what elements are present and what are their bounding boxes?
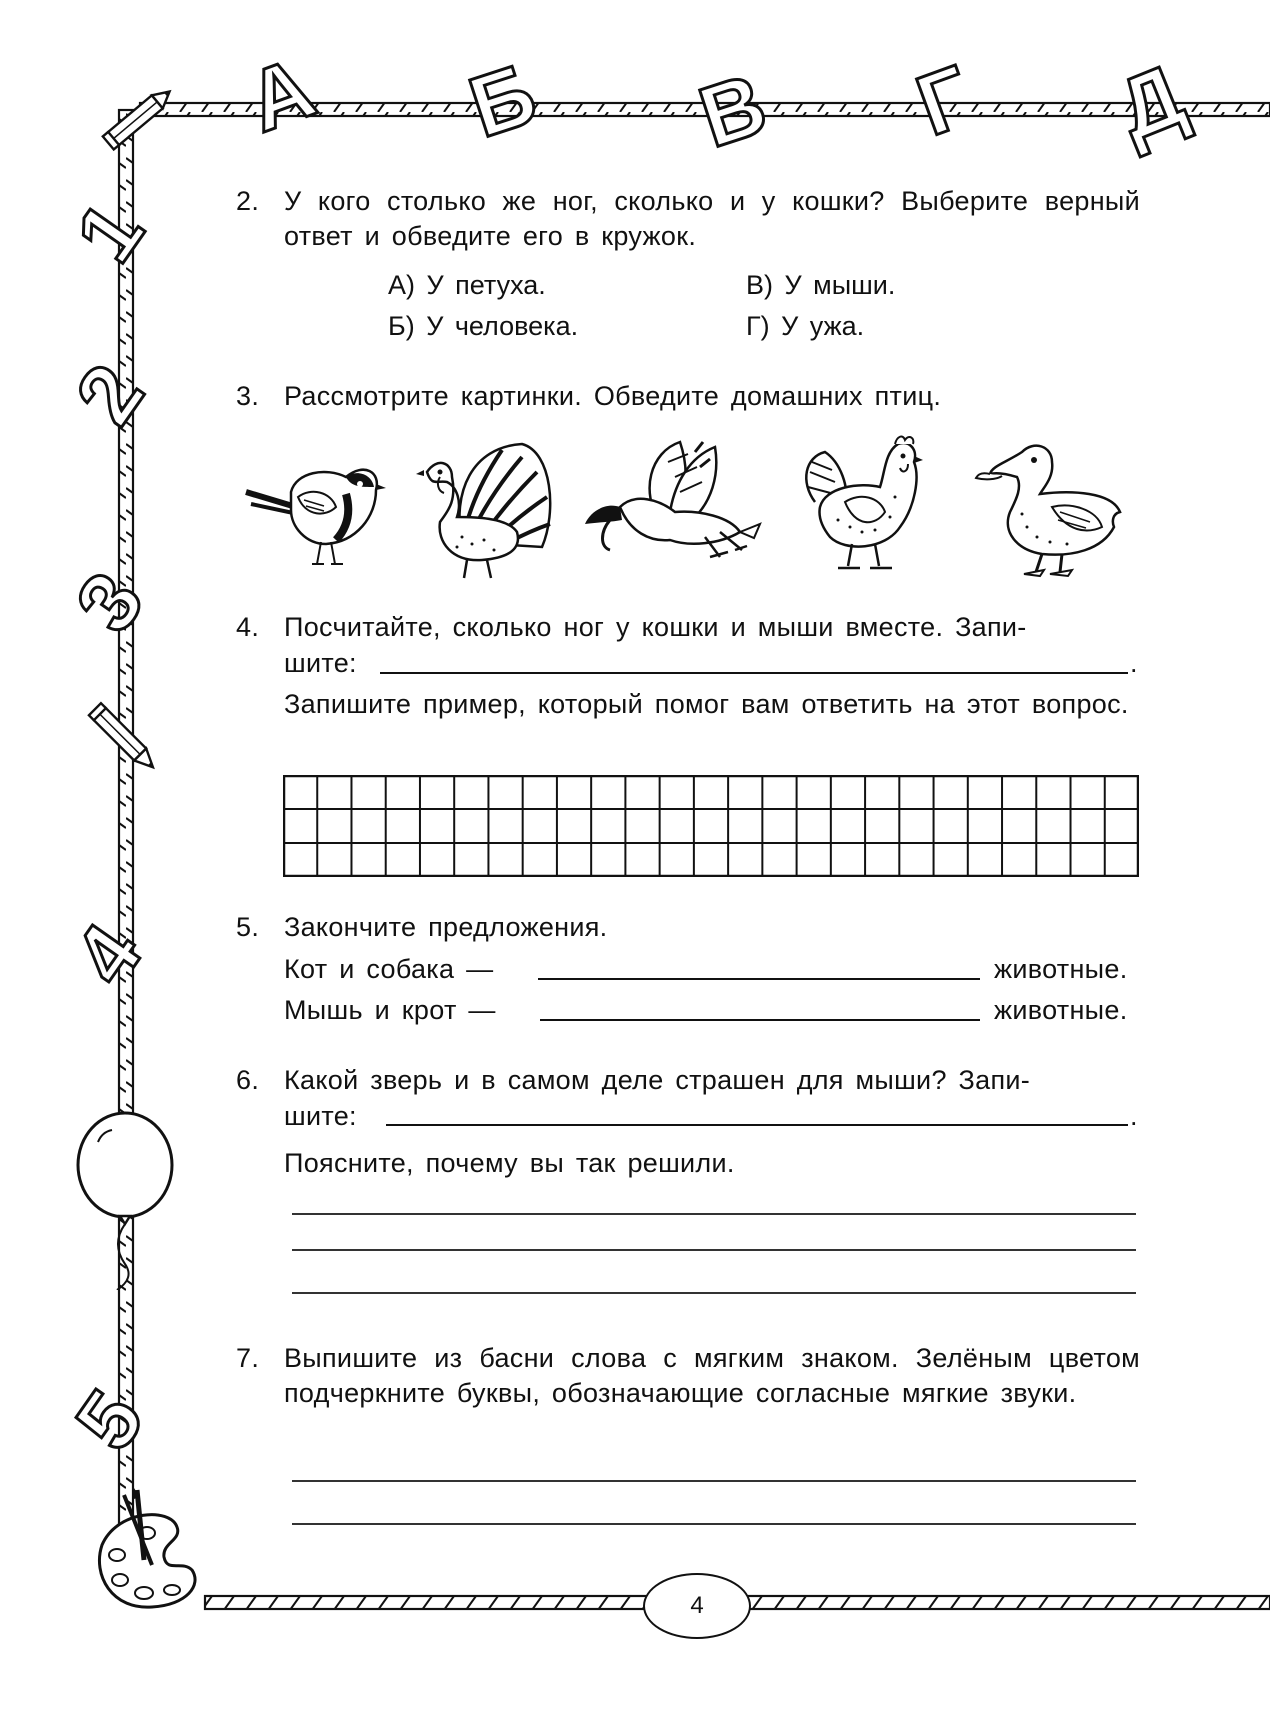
answer-grid[interactable] [283, 775, 1139, 877]
q4-line2-end: . [1130, 648, 1138, 678]
q2-option-a[interactable]: А) У петуха. [388, 270, 546, 300]
q3-number: 3. [236, 381, 260, 411]
letter-v: В [688, 55, 778, 167]
q4-number: 4. [236, 612, 260, 642]
pencil-icon [80, 695, 170, 785]
q4-line2-label: шите: [284, 648, 357, 678]
q5-row2-start: Мышь и крот — [284, 995, 496, 1025]
q5-row1-start: Кот и собака — [284, 954, 494, 984]
q5-row2-field[interactable] [540, 993, 980, 1021]
q7-number: 7. [236, 1343, 260, 1373]
q6-line2-end: . [1130, 1101, 1138, 1131]
q6-answer-line[interactable] [292, 1292, 1136, 1294]
q2-option-v[interactable]: В) У мыши. [746, 270, 896, 300]
q4-line1: Посчитайте, сколько ног у кошки и мыши вместе. Запи- [284, 612, 1027, 642]
q4-answer-field[interactable] [380, 648, 1128, 674]
page-number: 4 [643, 1573, 751, 1639]
palette-icon [82, 1485, 212, 1615]
q7-answer-line[interactable] [292, 1480, 1136, 1482]
q5-text: Закончите предложения. [284, 912, 608, 942]
q2-option-g[interactable]: Г) У ужа. [746, 311, 865, 341]
tit-bird-icon[interactable] [236, 432, 386, 582]
balloon-icon [70, 1110, 180, 1290]
q7-answer-line[interactable] [292, 1523, 1136, 1525]
q6-answer-field[interactable] [386, 1100, 1128, 1126]
q5-number: 5. [236, 912, 260, 942]
q6-answer-line[interactable] [292, 1249, 1136, 1251]
q5-row1-end: животные. [994, 954, 1128, 984]
q3-text: Рассмотрите картинки. Обведите домашних птиц. [284, 381, 942, 411]
q6-line2-label: шите: [284, 1101, 357, 1131]
q7-text: Выпишите из басни слова с мягким знаком. Зелёным цветом подчеркните буквы, обозначающие согласные мягкие звуки. [284, 1343, 1140, 1408]
number-5: 5 [57, 1373, 162, 1467]
letter-d: Д [1104, 47, 1198, 159]
number-2: 2 [57, 347, 162, 441]
number-1: 1 [57, 185, 162, 279]
q6-answer-line[interactable] [292, 1213, 1136, 1215]
q6-text2: Поясните, почему вы так решили. [284, 1148, 735, 1178]
letter-g: Г [905, 47, 984, 155]
q6-number: 6. [236, 1065, 260, 1095]
hen-icon[interactable] [790, 432, 930, 582]
turkey-icon[interactable] [412, 432, 557, 582]
q5-row2-end: животные. [994, 995, 1128, 1025]
q2-option-b[interactable]: Б) У человека. [388, 311, 579, 341]
q2-number: 2. [236, 186, 260, 216]
letter-b: Б [458, 45, 548, 157]
number-4: 4 [55, 907, 160, 1001]
q2-text: У кого столько же ног, сколько и у кошки? Выберите верный ответ и обведите его в кружок. [284, 186, 1140, 251]
letter-a: А [235, 39, 327, 151]
number-3: 3 [57, 555, 162, 649]
q4-text2: Запишите пример, который помог вам ответить на этот вопрос. [284, 689, 1129, 719]
q6-line1: Какой зверь и в самом деле страшен для мыши? Запи- [284, 1065, 1031, 1095]
crow-icon[interactable] [580, 432, 765, 582]
q5-row1-field[interactable] [538, 952, 980, 980]
duck-icon[interactable] [972, 432, 1127, 582]
